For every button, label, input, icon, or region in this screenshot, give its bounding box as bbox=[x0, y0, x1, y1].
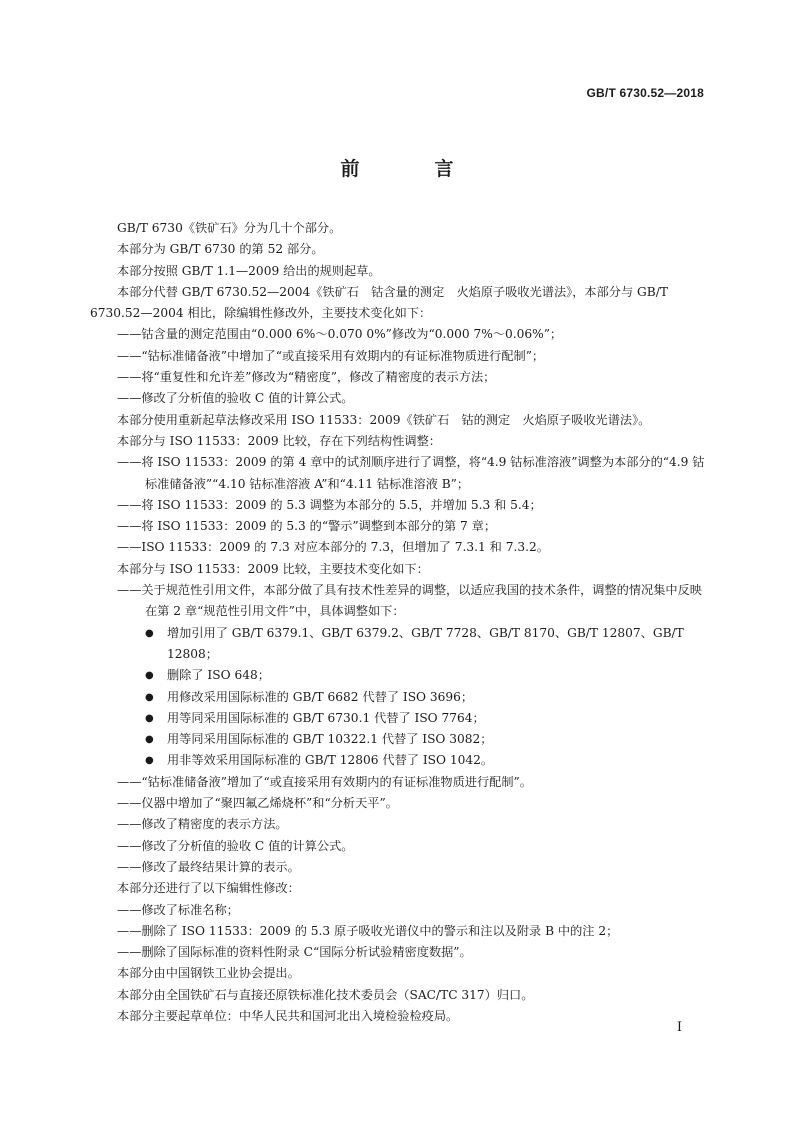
dash-item: ——仪器中增加了“聚四氟乙烯烧杯”和“分析天平”。 bbox=[117, 796, 398, 811]
foreword-body bbox=[90, 218, 706, 1027]
dash-item: ——ISO 11533：2009 的 7.3 对应本部分的 7.3，但增加了 7.3.1 和 7.3.2。 bbox=[117, 540, 549, 555]
bullet-text: 用等同采用国际标准的 GB/T 6730.1 代替了 ISO 7764； bbox=[167, 710, 485, 725]
bullet-list bbox=[90, 623, 706, 772]
paragraph: 本部分主要起草单位：中华人民共和国河北出入境检验检疫局。 bbox=[117, 1008, 459, 1023]
bullet-item bbox=[90, 623, 706, 666]
paragraph: 本部分代替 GB/T 6730.52—2004《铁矿石 钴含量的测定 火焰原子吸收光谱法》，本部分与 GB/T 6730.52—2004 相比，除编辑性修改外，主要技术变化如下： bbox=[90, 284, 668, 321]
dash-item: ——将 ISO 11533：2009 的 5.3 的“警示”调整到本部分的第 7 章； bbox=[117, 519, 497, 534]
paragraph: 本部分按照 GB/T 1.1—2009 给出的规则起草。 bbox=[117, 263, 381, 278]
bullet-dot-icon: ● bbox=[145, 712, 154, 724]
bullet-dot-icon: ● bbox=[145, 755, 154, 767]
bullet-item bbox=[90, 708, 706, 729]
bullet-text: 删除了 ISO 648； bbox=[167, 668, 270, 683]
dash-item: ——将 ISO 11533：2009 的第 4 章中的试剂顺序进行了调整，将“4.9 钴标准溶液”调整为本部分的“4.9 钴标准储备液”“4.10 钴标准溶液 A”和“4.11 钴标准溶液 B”； bbox=[117, 455, 705, 491]
bullet-dot-icon: ● bbox=[145, 627, 154, 639]
bullet-dot-icon: ● bbox=[145, 734, 154, 746]
dash-item: ——修改了最终结果计算的表示。 bbox=[117, 859, 300, 874]
paragraph: 本部分为 GB/T 6730 的第 52 部分。 bbox=[117, 242, 324, 257]
bullet-text: 增加引用了 GB/T 6379.1、GB/T 6379.2、GB/T 7728、GB/T 8170、GB/T 12807、GB/T 12808； bbox=[167, 625, 684, 661]
dash-item: ——修改了分析值的验收 C 值的计算公式。 bbox=[117, 391, 354, 406]
dash-item: ——修改了分析值的验收 C 值的计算公式。 bbox=[117, 838, 354, 853]
bullet-item bbox=[90, 750, 706, 771]
dash-item: ——钴含量的测定范围由“0.000 6%～0.070 0%”修改为“0.000 7%～0.06%”； bbox=[117, 327, 563, 342]
dash-item: ——删除了国际标准的资料性附录 C“国际分析试验精密度数据”。 bbox=[117, 945, 472, 960]
dash-item: ——“钴标准储备液”中增加了“或直接采用有效期内的有证标准物质进行配制”； bbox=[117, 348, 545, 363]
dash-item: ——将“重复性和允许差”修改为“精密度”，修改了精密度的表示方法； bbox=[117, 370, 496, 385]
dash-item: ——“钴标准储备液”增加了“或直接采用有效期内的有证标准物质进行配制”。 bbox=[117, 774, 532, 789]
dash-item: ——修改了标准名称； bbox=[117, 902, 239, 917]
dash-item: ——修改了精密度的表示方法。 bbox=[117, 817, 288, 832]
dash-item: ——删除了 ISO 11533：2009 的 5.3 原子吸收光谱仪中的警示和注以及附录 B 中的注 2； bbox=[117, 923, 619, 938]
dash-item: ——将 ISO 11533：2009 的 5.3 调整为本部分的 5.5，并增加 5.3 和 5.4； bbox=[117, 497, 542, 512]
bullet-text: 用等同采用国际标准的 GB/T 10322.1 代替了 ISO 3082； bbox=[167, 732, 493, 747]
page-number: I bbox=[676, 1020, 682, 1035]
bullet-dot-icon: ● bbox=[145, 691, 154, 703]
bullet-dot-icon: ● bbox=[145, 670, 154, 682]
paragraph: 本部分由中国钢铁工业协会提出。 bbox=[117, 966, 300, 981]
bullet-item bbox=[90, 729, 706, 750]
bullet-text: 用修改采用国际标准的 GB/T 6682 代替了 ISO 3696； bbox=[167, 689, 474, 704]
standard-code: GB/T 6730.52—2018 bbox=[586, 86, 704, 100]
paragraph: 本部分还进行了以下编辑性修改： bbox=[117, 881, 300, 896]
paragraph: 本部分使用重新起草法修改采用 ISO 11533：2009《铁矿石 钴的测定 火焰原子吸收光谱法》。 bbox=[117, 412, 651, 427]
bullet-item bbox=[90, 665, 706, 686]
page-title: 前 言 bbox=[340, 158, 482, 180]
bullet-item bbox=[90, 687, 706, 708]
paragraph: 本部分由全国铁矿石与直接还原铁标准化技术委员会（SAC/TC 317）归口。 bbox=[117, 987, 534, 1002]
dash-item: ——关于规范性引用文件，本部分做了具有技术性差异的调整，以适应我国的技术条件，调整的情况集中反映在第 2 章“规范性引用文件”中，具体调整如下： bbox=[117, 583, 702, 619]
bullet-text: 用非等效采用国际标准的 GB/T 12806 代替了 ISO 1042。 bbox=[167, 753, 494, 768]
paragraph: GB/T 6730《铁矿石》分为几十个部分。 bbox=[117, 221, 342, 235]
paragraph: 本部分与 ISO 11533：2009 比较，存在下列结构性调整： bbox=[117, 433, 441, 448]
paragraph: 本部分与 ISO 11533：2009 比较，主要技术变化如下： bbox=[117, 561, 429, 576]
